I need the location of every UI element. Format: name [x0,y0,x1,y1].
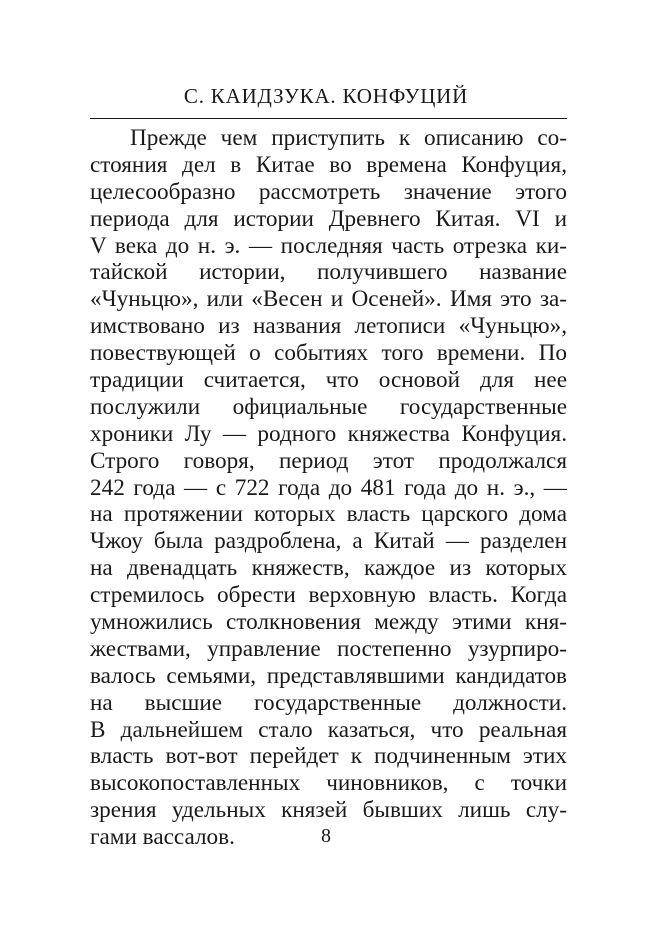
text-line: V века до н. э. — последняя часть отрезка ки- [90,232,567,259]
text-line: «Чуньцю», или «Весен и Осеней». Имя это за- [90,286,567,313]
text-line: В дальнейшем стало казаться, что реальная [90,716,567,743]
text-line: целесообразно рассмотреть значение этого [90,178,567,205]
text-line: высокопоставленных чиновников, с точки [90,770,567,797]
text-line: традиции считается, что основой для нее [90,367,567,394]
text-line: гами вассалов. [90,824,235,851]
text-line: жествами, управление постепенно узурпиро- [90,635,567,662]
text-line: стремилось обрести верховную власть. Когда [90,582,567,609]
page-number: 8 [321,825,331,847]
text-line: валось семьями, представлявшими кандидатов [90,662,567,689]
header-rule [90,118,567,119]
text-line: 242 года — с 722 года до 481 года до н. э., — [90,474,567,501]
text-line: на высшие государственные должности. [90,689,567,716]
text-line: тайской истории, получившего название [90,259,567,286]
text-line: Прежде чем приступить к описанию со- [130,125,567,151]
text-line: власть вот-вот перейдет к подчиненным этих [90,743,567,770]
text-line: периода для истории Древнего Китая. VI и [90,205,567,232]
text-line: Строго говоря, период этот продолжался [90,447,567,474]
text-line: Чжоу была раздроблена, а Китай — разделен [90,528,567,555]
body-text [90,125,567,851]
text-line: зрения удельных князей бывших лишь слу- [90,797,567,824]
text-line: имствовано из названия летописи «Чуньцю», [90,313,567,340]
text-line: повествующей о событиях того времени. По [90,340,567,367]
text-line: на протяжении которых власть царского дома [90,501,567,528]
text-line: на двенадцать княжеств, каждое из которых [90,555,567,582]
text-line: умножились столкновения между этими кня- [90,609,567,636]
text-line: стояния дел в Китае во времена Конфуция, [90,151,567,178]
text-line: послужили официальные государственные [90,393,567,420]
text-line: хроники Лу — родного княжества Конфуция. [90,420,567,447]
running-header: С. КАИДЗУКА. КОНФУЦИЙ [183,84,469,108]
